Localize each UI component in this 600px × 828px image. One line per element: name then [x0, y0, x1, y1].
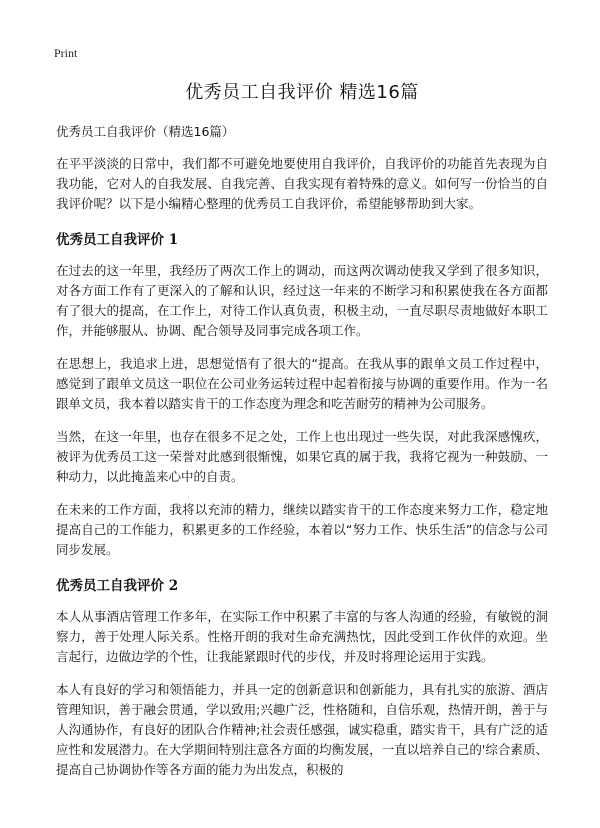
section-heading: 优秀员工自我评价 2	[56, 578, 179, 594]
paragraph: 本人从事酒店管理工作多年，在实际工作中积累了丰富的与客人沟通的经验，有敏锐的洞察力，善于处理人际关系。性格开朗的我对生命充满热忱，因此受到工作伙伴的欢迎。坐言起行，边做边学的个性，让我能紧跟时代的步伐，并及时将理论运用于实践。	[56, 609, 548, 664]
paragraph: 当然，在这一年里，也存在很多不足之处，工作上也出现过一些失误，对此我深感愧疚，被评为优秀员工这一荣誉对此感到很惭愧，如果它真的属于我，我将它视为一种鼓励、一种动力，以此掩盖来心中的自责。	[56, 429, 548, 484]
document-subtitle: 优秀员工自我评价（精选16篇）	[56, 124, 235, 139]
intro-paragraph: 在平平淡淡的日常中，我们都不可避免地要使用自我评价，自我评价的功能首先表现为自我功能，它对人的自我发展、自我完善、自我实现有着特殊的意义。如何写一份恰当的自我评价呢？以下是小编精心整理的优秀员工自我评价，希望能够帮助到大家。	[56, 156, 548, 211]
paragraph: 在过去的这一年里，我经历了两次工作上的调动，而这两次调动使我又学到了很多知识，对各方面工作有了更深入的了解和认识，经过这一年来的不断学习和积累使我在各方面都有了很大的提高，在工作上，对待工作认真负责，积极主动，一直尽职尽责地做好本职工作，并能够服从、协调、配合领导及同事完成各项工作。	[56, 263, 548, 338]
paragraph: 在未来的工作方面，我将以充沛的精力，继续以踏实肯干的工作态度来努力工作，稳定地提高自己的工作能力，积累更多的工作经验，本着以“努力工作、快乐生活”的信念与公司同步发展。	[56, 502, 548, 557]
document-page	[56, 74, 548, 793]
section-heading: 优秀员工自我评价 1	[56, 232, 179, 248]
paragraph: 本人有良好的学习和领悟能力，并具一定的创新意识和创新能力，具有扎实的旅游、酒店管理知识，善于融会贯通，学以致用;兴趣广泛，性格随和，自信乐观，热情开朗，善于与人沟通协作，有良好的团队合作精神;社会责任感强，诚实稳重，踏实肯干，具有广泛的适应性和发展潜力。在大学期间特别注意各方面的均衡发展，一直以培养自己的'综合素质、提高自己协调协作等各方面的能力为出发点，积极的	[56, 682, 548, 777]
paragraph: 在思想上，我追求上进，思想觉悟有了很大的“提高。在我从事的跟单文员工作过程中，感觉到了跟单文员这一职位在公司业务运转过程中起着衔接与协调的重要作用。作为一名跟单文员，我本着以踏实肯干的工作态度为理念和吃苦耐劳的精神为公司服务。	[56, 356, 548, 411]
print-link[interactable]: Print	[54, 46, 78, 60]
page-title: 优秀员工自我评价 精选16篇	[185, 82, 419, 103]
